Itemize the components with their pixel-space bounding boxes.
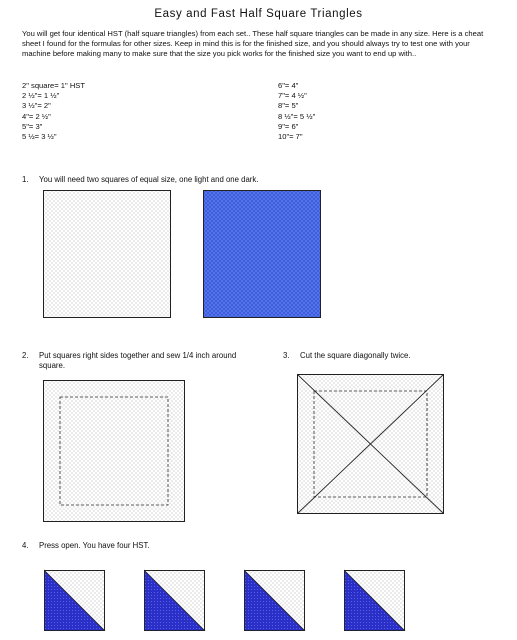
step-3 <box>283 351 503 363</box>
page-title: Easy and Fast Half Square Triangles <box>154 8 363 20</box>
cut-square <box>297 374 444 514</box>
hst-block <box>144 570 205 631</box>
light-square <box>43 190 171 318</box>
conversion-item: 2" square= 1" HST <box>22 81 86 90</box>
step-text: Put squares right sides together and sew 1/4 inch around square. <box>39 351 237 371</box>
conversion-item: 2 ½"= 1 ½" <box>22 91 60 101</box>
step-text: You will need two squares of equal size, one light and one dark. <box>39 175 259 184</box>
conversion-list-left <box>22 81 85 142</box>
hst-block <box>344 570 405 631</box>
conversion-item: 9"= 6" <box>278 121 299 131</box>
conversion-item: 4"= 2 ½" <box>22 111 51 121</box>
conversion-item: 10"= 7" <box>278 132 303 142</box>
step-text: Cut the square diagonally twice. <box>300 351 411 360</box>
conversion-item: 5 ½= 3 ½" <box>22 132 57 142</box>
conversion-list-right <box>278 81 315 142</box>
hst-block <box>244 570 305 631</box>
sewn-square <box>43 380 185 522</box>
conversion-item: 7"= 4 ½" <box>278 91 307 101</box>
conversion-item: 8"= 5" <box>278 101 299 111</box>
step-number: 1. <box>22 175 29 184</box>
conversion-item: 6"= 4" <box>278 81 299 90</box>
step-1 <box>22 175 482 187</box>
dark-square <box>203 190 321 318</box>
conversion-item: 3 ½"= 2" <box>22 101 51 111</box>
hst-block <box>44 570 105 631</box>
step-number: 2. <box>22 351 29 360</box>
step-2 <box>22 351 272 375</box>
conversion-item: 8 ½"= 5 ½" <box>278 111 316 121</box>
conversion-item: 5"= 3" <box>22 121 43 131</box>
step-number: 3. <box>283 351 290 360</box>
step-number: 4. <box>22 541 29 550</box>
step-text: Press open. You have four HST. <box>39 541 150 550</box>
step-4 <box>22 541 322 553</box>
intro-paragraph: You will get four identical HST (half square triangles) from each set.. These half square triangles can be made in any size. Here is a cheat sheet I found for the formulas for other sizes. Keep in mind this is for the finished size, and you should always try to test one with your machine before making many to make sure that the size you pick works for the finished size you want to end up with.. <box>22 29 484 59</box>
